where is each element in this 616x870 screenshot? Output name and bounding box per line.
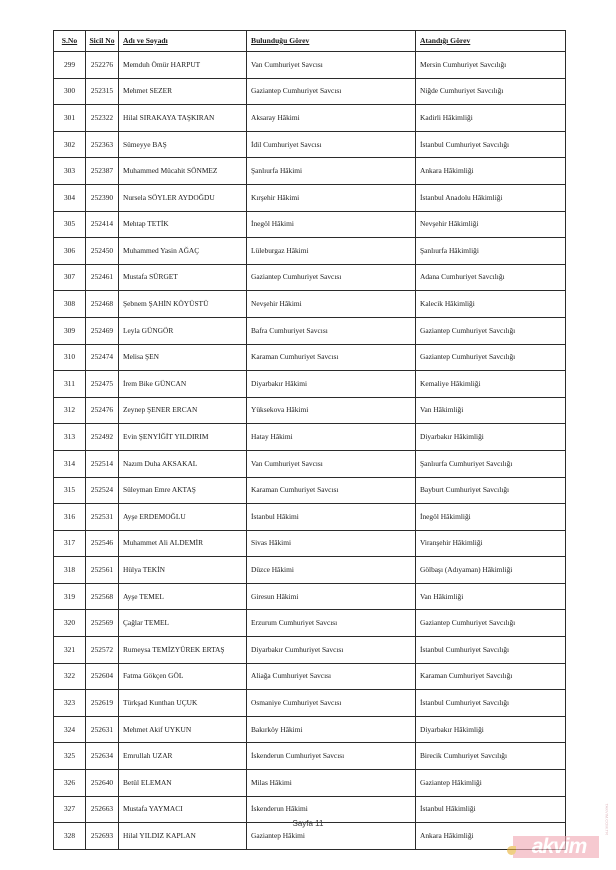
cell-ad_soyad: Süleyman Emre AKTAŞ	[119, 477, 247, 504]
cell-atandigi_gorev: Gaziantep Cumhuriyet Savcılığı	[416, 610, 566, 637]
cell-atandigi_gorev: Karaman Cumhuriyet Savcılığı	[416, 663, 566, 690]
table-row	[54, 663, 566, 690]
cell-bulundugu_gorev: Yüksekova Hâkimi	[247, 397, 416, 424]
cell-atandigi_gorev: Şanlıurfa Hâkimliği	[416, 238, 566, 265]
cell-sicil: 252546	[86, 530, 119, 557]
cell-sno: 306	[54, 238, 86, 265]
cell-sicil: 252693	[86, 823, 119, 850]
cell-sno: 323	[54, 690, 86, 717]
table-row	[54, 477, 566, 504]
table-row	[54, 557, 566, 584]
cell-ad_soyad: Türkşad Kunthan UÇUK	[119, 690, 247, 717]
cell-ad_soyad: Memduh Ömür HARPUT	[119, 52, 247, 79]
cell-sno: 312	[54, 397, 86, 424]
table-row	[54, 211, 566, 238]
cell-atandigi_gorev: İnegöl Hâkimliği	[416, 504, 566, 531]
cell-ad_soyad: Muhammed Mücahit SÖNMEZ	[119, 158, 247, 185]
table-row	[54, 238, 566, 265]
cell-sicil: 252363	[86, 131, 119, 158]
table-body	[54, 52, 566, 850]
cell-sicil: 252561	[86, 557, 119, 584]
cell-sno: 299	[54, 52, 86, 79]
cell-atandigi_gorev: İstanbul Cumhuriyet Savcılığı	[416, 131, 566, 158]
cell-ad_soyad: Emrullah UZAR	[119, 743, 247, 770]
cell-bulundugu_gorev: Erzurum Cumhuriyet Savcısı	[247, 610, 416, 637]
cell-sicil: 252468	[86, 291, 119, 318]
table-row	[54, 131, 566, 158]
cell-bulundugu_gorev: Bafra Cumhuriyet Savcısı	[247, 317, 416, 344]
cell-bulundugu_gorev: Osmaniye Cumhuriyet Savcısı	[247, 690, 416, 717]
page-footer: Sayfa 11	[292, 819, 324, 828]
table-row	[54, 291, 566, 318]
cell-ad_soyad: Hilal SIRAKAYA TAŞKIRAN	[119, 105, 247, 132]
cell-ad_soyad: Hilal YILDIZ KAPLAN	[119, 823, 247, 850]
cell-atandigi_gorev: Ankara Hâkimliği	[416, 158, 566, 185]
cell-ad_soyad: Muhammet Ali ALDEMİR	[119, 530, 247, 557]
cell-atandigi_gorev: Adana Cumhuriyet Savcılığı	[416, 264, 566, 291]
cell-sicil: 252569	[86, 610, 119, 637]
cell-ad_soyad: Mehmet SEZER	[119, 78, 247, 105]
cell-atandigi_gorev: Gaziantep Cumhuriyet Savcılığı	[416, 344, 566, 371]
cell-bulundugu_gorev: Giresun Hâkimi	[247, 583, 416, 610]
cell-sno: 301	[54, 105, 86, 132]
cell-sicil: 252568	[86, 583, 119, 610]
cell-ad_soyad: Rumeysa TEMİZYÜREK ERTAŞ	[119, 637, 247, 664]
cell-atandigi_gorev: İstanbul Hâkimliği	[416, 796, 566, 823]
cell-bulundugu_gorev: Sivas Hâkimi	[247, 530, 416, 557]
cell-sicil: 252450	[86, 238, 119, 265]
cell-bulundugu_gorev: Aksaray Hâkimi	[247, 105, 416, 132]
cell-bulundugu_gorev: İskenderun Hâkimi	[247, 796, 416, 823]
cell-sno: 317	[54, 530, 86, 557]
cell-bulundugu_gorev: Gaziantep Hâkimi	[247, 823, 416, 850]
cell-ad_soyad: Evin ŞENYİĞİT YILDIRIM	[119, 424, 247, 451]
cell-sicil: 252572	[86, 637, 119, 664]
cell-sno: 310	[54, 344, 86, 371]
cell-atandigi_gorev: Kalecik Hâkimliği	[416, 291, 566, 318]
cell-sno: 300	[54, 78, 86, 105]
cell-sicil: 252390	[86, 184, 119, 211]
cell-atandigi_gorev: Diyarbakır Hâkimliği	[416, 716, 566, 743]
cell-ad_soyad: Ayşe TEMEL	[119, 583, 247, 610]
table-row	[54, 78, 566, 105]
cell-sno: 305	[54, 211, 86, 238]
cell-atandigi_gorev: Diyarbakır Hâkimliği	[416, 424, 566, 451]
cell-sicil: 252461	[86, 264, 119, 291]
cell-bulundugu_gorev: Karaman Cumhuriyet Savcısı	[247, 344, 416, 371]
watermark-domain-text: TAKVIM.COM.TR	[604, 803, 609, 835]
cell-sno: 308	[54, 291, 86, 318]
cell-ad_soyad: Melisa ŞEN	[119, 344, 247, 371]
cell-sicil: 252276	[86, 52, 119, 79]
cell-sno: 309	[54, 317, 86, 344]
cell-sicil: 252474	[86, 344, 119, 371]
cell-sno: 321	[54, 637, 86, 664]
column-header-bulundugu-gorev-label: Bulunduğu Görev	[251, 35, 310, 45]
table-header-row	[54, 31, 566, 52]
cell-sicil: 252387	[86, 158, 119, 185]
cell-sicil: 252524	[86, 477, 119, 504]
cell-bulundugu_gorev: Lüleburgaz Hâkimi	[247, 238, 416, 265]
cell-ad_soyad: Hülya TEKİN	[119, 557, 247, 584]
cell-bulundugu_gorev: Kırşehir Hâkimi	[247, 184, 416, 211]
table-row	[54, 530, 566, 557]
cell-sno: 316	[54, 504, 86, 531]
cell-bulundugu_gorev: Van Cumhuriyet Savcısı	[247, 52, 416, 79]
table-row	[54, 504, 566, 531]
cell-sno: 303	[54, 158, 86, 185]
cell-sno: 320	[54, 610, 86, 637]
column-header-ad-soyad	[119, 31, 247, 52]
table-row	[54, 583, 566, 610]
column-header-sno-label: S.No	[61, 35, 78, 45]
cell-atandigi_gorev: Birecik Cumhuriyet Savcılığı	[416, 743, 566, 770]
cell-bulundugu_gorev: Aliağa Cumhuriyet Savcısı	[247, 663, 416, 690]
cell-sno: 322	[54, 663, 86, 690]
cell-sicil: 252322	[86, 105, 119, 132]
column-header-atandigi-gorev	[416, 31, 566, 52]
cell-bulundugu_gorev: Gaziantep Cumhuriyet Savcısı	[247, 78, 416, 105]
cell-atandigi_gorev: Ankara Hâkimliği	[416, 823, 566, 850]
appointments-table	[53, 30, 566, 850]
cell-sicil: 252414	[86, 211, 119, 238]
cell-sicil: 252531	[86, 504, 119, 531]
cell-ad_soyad: Çağlar TEMEL	[119, 610, 247, 637]
cell-sicil: 252492	[86, 424, 119, 451]
table-row	[54, 716, 566, 743]
cell-ad_soyad: Betül ELEMAN	[119, 770, 247, 797]
cell-ad_soyad: Sümeyye BAŞ	[119, 131, 247, 158]
cell-atandigi_gorev: Bayburt Cumhuriyet Savcılığı	[416, 477, 566, 504]
cell-atandigi_gorev: İstanbul Cumhuriyet Savcılığı	[416, 690, 566, 717]
cell-bulundugu_gorev: İstanbul Hâkimi	[247, 504, 416, 531]
column-header-sicil-no	[86, 31, 119, 52]
leaf-icon	[507, 846, 516, 855]
table-header	[54, 31, 566, 52]
cell-ad_soyad: Mehmet Akif UYKUN	[119, 716, 247, 743]
cell-sno: 327	[54, 796, 86, 823]
cell-sno: 319	[54, 583, 86, 610]
cell-sno: 318	[54, 557, 86, 584]
takvim-watermark-logo	[505, 803, 609, 863]
watermark-brand-text: akvim	[531, 835, 587, 858]
column-header-atandigi-gorev-label: Atandığı Görev	[420, 35, 471, 45]
table-row	[54, 450, 566, 477]
cell-sicil: 252631	[86, 716, 119, 743]
cell-sno: 314	[54, 450, 86, 477]
cell-bulundugu_gorev: İskenderun Cumhuriyet Savcısı	[247, 743, 416, 770]
cell-sno: 304	[54, 184, 86, 211]
cell-sicil: 252604	[86, 663, 119, 690]
cell-bulundugu_gorev: Karaman Cumhuriyet Savcısı	[247, 477, 416, 504]
cell-atandigi_gorev: Kadirli Hâkimliği	[416, 105, 566, 132]
table-row	[54, 158, 566, 185]
cell-sicil: 252640	[86, 770, 119, 797]
cell-atandigi_gorev: Gaziantep Hâkimliği	[416, 770, 566, 797]
table-row	[54, 743, 566, 770]
table-row	[54, 371, 566, 398]
cell-bulundugu_gorev: Şanlıurfa Hâkimi	[247, 158, 416, 185]
column-header-sicil-no-label: Sicil No	[89, 35, 115, 45]
cell-ad_soyad: Şebnem ŞAHİN KÖYÜSTÜ	[119, 291, 247, 318]
cell-bulundugu_gorev: İnegöl Hâkimi	[247, 211, 416, 238]
cell-sicil: 252475	[86, 371, 119, 398]
cell-sno: 328	[54, 823, 86, 850]
cell-atandigi_gorev: Nevşehir Hâkimliği	[416, 211, 566, 238]
cell-bulundugu_gorev: Milas Hâkimi	[247, 770, 416, 797]
cell-atandigi_gorev: Van Hâkimliği	[416, 397, 566, 424]
cell-bulundugu_gorev: Van Cumhuriyet Savcısı	[247, 450, 416, 477]
cell-bulundugu_gorev: Hatay Hâkimi	[247, 424, 416, 451]
cell-bulundugu_gorev: İdil Cumhuriyet Savcısı	[247, 131, 416, 158]
column-header-bulundugu-gorev	[247, 31, 416, 52]
column-header-ad-soyad-label: Adı ve Soyadı	[123, 35, 168, 45]
cell-sicil: 252315	[86, 78, 119, 105]
cell-atandigi_gorev: Kemaliye Hâkimliği	[416, 371, 566, 398]
cell-bulundugu_gorev: Gaziantep Cumhuriyet Savcısı	[247, 264, 416, 291]
column-header-sno	[54, 31, 86, 52]
cell-atandigi_gorev: Gölbaşı (Adıyaman) Hâkimliği	[416, 557, 566, 584]
cell-sno: 315	[54, 477, 86, 504]
cell-sicil: 252634	[86, 743, 119, 770]
cell-bulundugu_gorev: Diyarbakır Cumhuriyet Savcısı	[247, 637, 416, 664]
cell-ad_soyad: Mustafa YAYMACI	[119, 796, 247, 823]
table-row	[54, 610, 566, 637]
cell-sno: 311	[54, 371, 86, 398]
cell-sicil: 252663	[86, 796, 119, 823]
cell-ad_soyad: İrem Bike GÜNCAN	[119, 371, 247, 398]
cell-atandigi_gorev: Viranşehir Hâkimliği	[416, 530, 566, 557]
table-row	[54, 264, 566, 291]
cell-sno: 302	[54, 131, 86, 158]
cell-sno: 325	[54, 743, 86, 770]
cell-atandigi_gorev: İstanbul Anadolu Hâkimliği	[416, 184, 566, 211]
cell-sno: 313	[54, 424, 86, 451]
cell-atandigi_gorev: Gaziantep Cumhuriyet Savcılığı	[416, 317, 566, 344]
table-row	[54, 690, 566, 717]
table-row	[54, 637, 566, 664]
cell-ad_soyad: Zeynep ŞENER ERCAN	[119, 397, 247, 424]
cell-atandigi_gorev: Van Hâkimliği	[416, 583, 566, 610]
table-row	[54, 397, 566, 424]
cell-sno: 324	[54, 716, 86, 743]
cell-atandigi_gorev: İstanbul Cumhuriyet Savcılığı	[416, 637, 566, 664]
table-row	[54, 52, 566, 79]
cell-ad_soyad: Mustafa SÜRGET	[119, 264, 247, 291]
cell-sicil: 252469	[86, 317, 119, 344]
cell-atandigi_gorev: Şanlıurfa Cumhuriyet Savcılığı	[416, 450, 566, 477]
table-row	[54, 317, 566, 344]
cell-ad_soyad: Fatma Gökçen GÖL	[119, 663, 247, 690]
table-row	[54, 184, 566, 211]
cell-bulundugu_gorev: Nevşehir Hâkimi	[247, 291, 416, 318]
table-row	[54, 105, 566, 132]
cell-sicil: 252476	[86, 397, 119, 424]
cell-ad_soyad: Ayşe ERDEMOĞLU	[119, 504, 247, 531]
cell-sno: 307	[54, 264, 86, 291]
cell-ad_soyad: Nursela SÖYLER AYDOĞDU	[119, 184, 247, 211]
cell-ad_soyad: Nazım Duha AKSAKAL	[119, 450, 247, 477]
cell-sno: 326	[54, 770, 86, 797]
table-row	[54, 424, 566, 451]
table-row	[54, 344, 566, 371]
cell-ad_soyad: Muhammed Yasin AĞAÇ	[119, 238, 247, 265]
cell-ad_soyad: Mehtap TETİK	[119, 211, 247, 238]
table-row	[54, 770, 566, 797]
cell-atandigi_gorev: Niğde Cumhuriyet Savcılığı	[416, 78, 566, 105]
cell-sicil: 252514	[86, 450, 119, 477]
cell-bulundugu_gorev: Bakırköy Hâkimi	[247, 716, 416, 743]
cell-bulundugu_gorev: Düzce Hâkimi	[247, 557, 416, 584]
cell-ad_soyad: Leyla GÜNGÖR	[119, 317, 247, 344]
cell-bulundugu_gorev: Diyarbakır Hâkimi	[247, 371, 416, 398]
cell-atandigi_gorev: Mersin Cumhuriyet Savcılığı	[416, 52, 566, 79]
cell-sicil: 252619	[86, 690, 119, 717]
